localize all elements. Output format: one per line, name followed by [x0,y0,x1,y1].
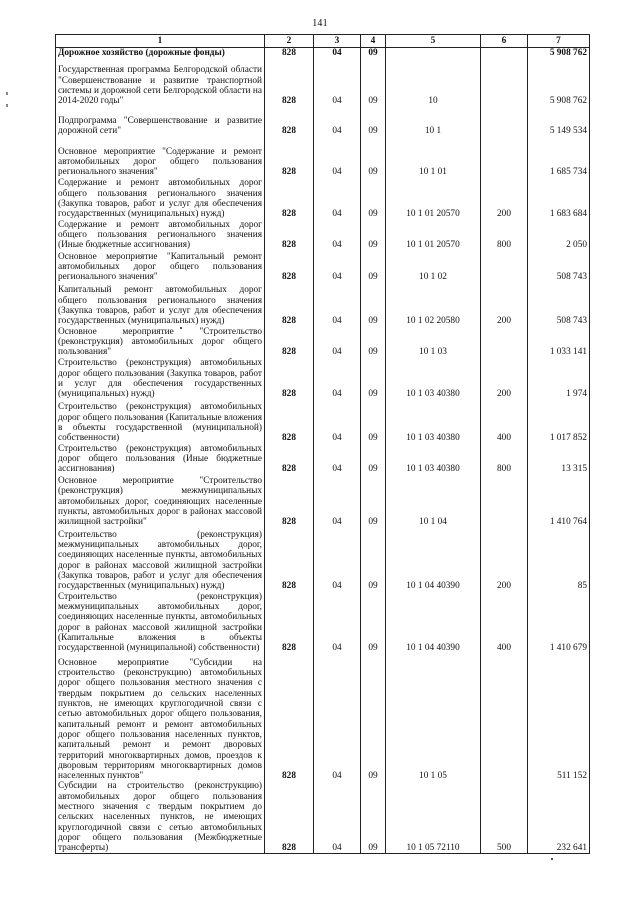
row-amount: 511 152 [528,653,590,781]
table-row [56,220,590,251]
row-name: Основное мероприятие "Капитальный ремонт автомобильных дорог общего пользования регионального значения" [56,251,265,283]
table-row [56,178,590,220]
row-amount: 5 149 534 [528,107,590,137]
row-section-code: 04 [314,283,361,327]
row-section-code: 04 [314,527,361,591]
table-row [56,358,590,400]
row-section-code: 04 [314,178,361,220]
row-ministry-code: 828 [265,781,314,854]
table-row [56,107,590,137]
row-ministry-code: 828 [265,653,314,781]
table-row [56,591,590,653]
row-expense-type: 800 [481,444,528,475]
column-header: 5 [386,35,481,48]
row-section-code: 04 [314,48,361,59]
row-target-article: 10 1 04 [386,474,481,527]
row-target-article: 10 1 03 40380 [386,444,481,475]
row-section-code: 04 [314,781,361,854]
row-target-article: 10 1 05 72110 [386,781,481,854]
margin-mark [6,92,8,95]
table-row [56,781,590,854]
row-target-article: 10 1 05 [386,653,481,781]
row-ministry-code: 828 [265,251,314,283]
row-subsection-code: 09 [361,220,386,251]
row-target-article: 10 1 04 40390 [386,591,481,653]
row-target-article: 10 1 03 [386,327,481,358]
row-expense-type: 800 [481,220,528,251]
row-subsection-code: 09 [361,283,386,327]
row-name: Дорожное хозяйство (дорожные фонды) [56,48,265,59]
row-expense-type [481,327,528,358]
column-header: 1 [56,35,265,48]
row-subsection-code: 09 [361,251,386,283]
column-header: 7 [528,35,590,48]
column-header: 4 [361,35,386,48]
table-row [56,474,590,527]
row-expense-type: 200 [481,178,528,220]
row-amount: 1 410 679 [528,591,590,653]
row-expense-type [481,59,528,107]
row-subsection-code: 09 [361,48,386,59]
row-ministry-code: 828 [265,444,314,475]
row-ministry-code: 828 [265,59,314,107]
margin-mark [6,104,8,107]
row-name: Строительство (реконструкция) межмуниципальных автомобильных дорог, соединяющих населенные пункты, автомобильных дорог в районах массовой жилищной застройки (Закупка товаров, работ и услуг для обеспечения государственных (муниципальных) нужд) [56,527,265,591]
row-target-article: 10 1 02 20580 [386,283,481,327]
table-row [56,653,590,781]
row-ministry-code: 828 [265,527,314,591]
row-subsection-code: 09 [361,474,386,527]
row-amount: 1 974 [528,358,590,400]
row-expense-type: 200 [481,283,528,327]
row-subsection-code: 09 [361,327,386,358]
row-amount: 13 315 [528,444,590,475]
row-subsection-code: 09 [361,400,386,444]
row-ministry-code: 828 [265,400,314,444]
row-name: Содержание и ремонт автомобильных дорог общего пользования регионального значения (Иные бюджетные ассигнования) [56,220,265,251]
row-ministry-code: 828 [265,178,314,220]
row-target-article: 10 1 01 20570 [386,178,481,220]
row-section-code: 04 [314,591,361,653]
row-amount: 1 685 734 [528,137,590,178]
table-row [56,137,590,178]
row-subsection-code: 09 [361,653,386,781]
row-target-article [386,48,481,59]
row-target-article: 10 1 01 20570 [386,220,481,251]
table-row [56,444,590,475]
row-section-code: 04 [314,107,361,137]
row-subsection-code: 09 [361,358,386,400]
row-name: Основное мероприятие "Строительство (реконструкция) межмуниципальных автомобильных дорог, соединяющих населенные пункты, автомобильных дорог в районах массовой жилищной застройки" [56,474,265,527]
row-name: Основное мероприятие "Содержание и ремонт автомобильных дорог общего пользования регионального значения" [56,137,265,178]
table-row [56,400,590,444]
row-ministry-code: 828 [265,591,314,653]
row-target-article: 10 1 03 40380 [386,358,481,400]
row-ministry-code: 828 [265,107,314,137]
row-ministry-code: 828 [265,327,314,358]
row-section-code: 04 [314,137,361,178]
row-ministry-code: 828 [265,220,314,251]
row-name: Основное мероприятие "Строительство (реконструкция) автомобильных дорог общего пользования" [56,327,265,358]
row-amount: 2 050 [528,220,590,251]
row-expense-type [481,251,528,283]
table-row [56,327,590,358]
row-expense-type: 200 [481,527,528,591]
row-name: Государственная программа Белгородской области "Совершенствование и развитие транспортной системы и дорожной сети Белгородской области на 2014-2020 годы" [56,59,265,107]
row-name: Субсидии на строительство (реконструкцию) автомобильных дорог общего пользования местного значения с твердым покрытием до сельских населенных пунктов, не имеющих круглогодичной связи с сетью автомобильных дорог общего пользования (Межбюджетные трансферты) [56,781,265,854]
row-subsection-code: 09 [361,107,386,137]
row-section-code: 04 [314,400,361,444]
row-amount: 508 743 [528,251,590,283]
row-name: Строительство (реконструкция) межмуниципальных автомобильных дорог, соединяющих населенные пункты, автомобильных дорог в районах массовой жилищной застройки (Капитальные вложения в объекты государственной (муниципальной) собственности) [56,591,265,653]
row-section-code: 04 [314,358,361,400]
table-row [56,59,590,107]
row-subsection-code: 09 [361,444,386,475]
row-section-code: 04 [314,251,361,283]
row-name: Содержание и ремонт автомобильных дорог общего пользования регионального значения (Закупка товаров, работ и услуг для обеспечения государственных (муниципальных) нужд) [56,178,265,220]
column-header: 2 [265,35,314,48]
row-section-code: 04 [314,444,361,475]
row-expense-type [481,137,528,178]
row-name: Строительство (реконструкция) автомобильных дорог общего пользования (Закупка товаров, работ и услуг для обеспечения государственных (муниципальных) нужд) [56,358,265,400]
column-number-row [56,35,590,48]
stray-dot [551,858,553,860]
row-section-code: 04 [314,59,361,107]
row-expense-type [481,653,528,781]
row-name: Основное мероприятие "Субсидии на строительство (реконструкцию) автомобильных дорог общего пользования местного значения с твердым покрытием до сельских населенных пунктов, не имеющих круглогодичной связи с сетью автомобильных дорог общего пользования, капитальный ремонт и ремонт автомобильных дорог общего пользования населенных пунктов, капитальный ремонт и ремонт дворовых территорий многоквартирных домов, проездов к дворовым территориям многоквартирных домов населенных пунктов" [56,653,265,781]
row-ministry-code: 828 [265,474,314,527]
table-row [56,527,590,591]
row-amount: 1 410 764 [528,474,590,527]
row-name: Строительство (реконструкция) автомобильных дорог общего пользования (Иные бюджетные ассигнования) [56,444,265,475]
row-expense-type: 200 [481,358,528,400]
column-header: 3 [314,35,361,48]
budget-table [55,34,590,854]
row-name: Подпрограмма "Совершенствование и развитие дорожной сети" [56,107,265,137]
row-target-article: 10 [386,59,481,107]
row-amount: 5 908 762 [528,48,590,59]
row-target-article: 10 1 [386,107,481,137]
row-subsection-code: 09 [361,527,386,591]
row-subsection-code: 09 [361,59,386,107]
row-ministry-code: 828 [265,283,314,327]
row-subsection-code: 09 [361,591,386,653]
row-subsection-code: 09 [361,178,386,220]
row-expense-type: 400 [481,591,528,653]
column-header: 6 [481,35,528,48]
row-ministry-code: 828 [265,137,314,178]
row-section-code: 04 [314,327,361,358]
row-target-article: 10 1 03 40380 [386,400,481,444]
row-subsection-code: 09 [361,137,386,178]
row-expense-type: 500 [481,781,528,854]
table-row [56,283,590,327]
row-target-article: 10 1 04 40390 [386,527,481,591]
table-row [56,251,590,283]
row-amount: 1 017 852 [528,400,590,444]
row-name: Строительство (реконструкция) автомобильных дорог общего пользования (Капитальные вложения в объекты государственной (муниципальной) собственности) [56,400,265,444]
row-target-article: 10 1 01 [386,137,481,178]
row-amount: 232 641 [528,781,590,854]
row-amount: 1 033 141 [528,327,590,358]
row-expense-type: 400 [481,400,528,444]
row-amount: 5 908 762 [528,59,590,107]
row-subsection-code: 09 [361,781,386,854]
row-ministry-code: 828 [265,48,314,59]
table-row [56,48,590,59]
page-number: 141 [312,18,328,29]
row-name: Капитальный ремонт автомобильных дорог общего пользования регионального значения (Закупка товаров, работ и услуг для обеспечения государственных (муниципальных) нужд) [56,283,265,327]
row-amount: 85 [528,527,590,591]
row-target-article: 10 1 02 [386,251,481,283]
row-section-code: 04 [314,653,361,781]
row-section-code: 04 [314,474,361,527]
row-expense-type [481,107,528,137]
row-expense-type [481,48,528,59]
row-amount: 1 683 684 [528,178,590,220]
row-amount: 508 743 [528,283,590,327]
row-expense-type [481,474,528,527]
row-section-code: 04 [314,220,361,251]
row-ministry-code: 828 [265,358,314,400]
